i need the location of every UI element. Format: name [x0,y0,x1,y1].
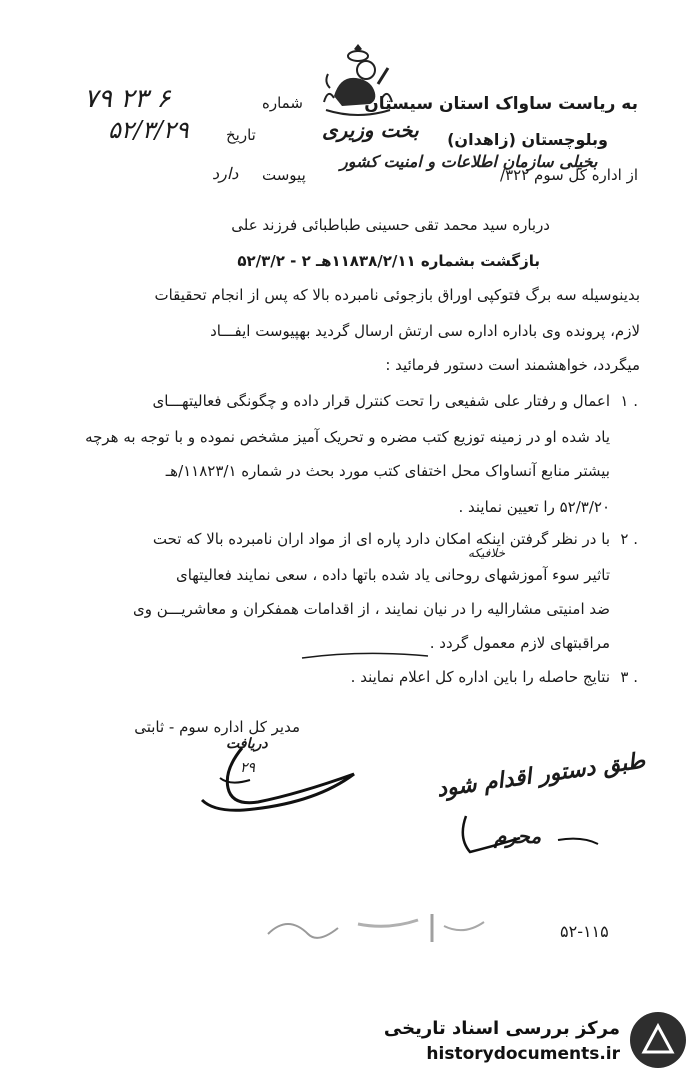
reference-line: بازگشت بشماره ۱۱۸۳۸/۲/۱۱هـ ۲ - ۵۲/۳/۲ [237,252,540,270]
item-2-line-2: تاثیر سوء آموزشهای روحانی یاد شده باتها داده ، سعی نمایند فعالیتهای [175,566,610,584]
document-code: ۵۲-۱۱۵ [560,922,609,941]
org-line-1: به ریاست ساواک استان سیستان [364,94,638,114]
signature-scrawl [190,742,360,812]
item-1-line-3: بیشتر منابع آنساواک محل اختفای کتب مورد بحث در شماره ۱۱۸۲۳/۱/هـ [165,462,610,480]
archive-url[interactable]: historydocuments.ir [426,1044,620,1064]
item-2-line-1: با در نظر گرفتن اینکه امکان دارد پاره ای از مواد اران نامبرده بالا که تحت [152,530,610,548]
signature-number-note: ۲۹ [240,760,256,776]
annotation-scrawl [452,812,612,862]
item-3-number: ۳ . [620,668,638,686]
date-value: ۵۲/۳/۲۹ [108,116,189,144]
item-3-line-1: نتایج حاصله را باین اداره کل اعلام نمایند . [350,668,610,686]
item-1-line-4: ۵۲/۳/۲۰ را تعیین نمایند . [458,498,610,516]
faint-residue-marks [262,904,502,954]
item-1-line-1: اعمال و رفتار علی شفیعی را تحت کنترل قرار داده و چگونگی فعالیتهـــای [152,392,610,410]
number-label: شماره [262,94,303,112]
signature-title: مدیر کل اداره سوم - ثابتی [134,718,300,736]
stamp-line-2: بخیلی سازمان اطلاعات و امنیت کشور [340,152,598,171]
attachment-label: پیوست [262,166,306,184]
item-2-handwritten-insert: خلافیکه [468,546,505,560]
org-line-3: از اداره کل سوم ۳۲۲/ [500,166,638,184]
signature-received-note: دریافت [226,736,268,752]
intro-line-3: میگردد، خواهشمند است دستور فرمائید : [385,356,640,374]
stamp-line-1: بخت وزیری [322,118,419,142]
item-2-number: ۲ . [620,530,638,548]
intro-line-1: بدینوسیله سه برگ فتوکپی اوراق بازجوئی نامبرده بالا که پس از انجام تحقیقات [154,286,640,304]
number-value: ۷۹ ۲۳ ۶ [84,84,171,114]
org-line-2: وبلوچستان (زاهدان) [447,130,608,149]
item-2-line-3: ضد امنیتی مشارالیه را در نیان نمایند ، از اقدامات همفکران و معاشریـــن وی [133,600,610,618]
item-2-line-4: مراقبتهای لازم معمول گردد . [429,634,610,652]
underline-stroke [300,652,430,662]
intro-line-2: لازم، پرونده وی باداره اداره سی ارتش ارسال گردید بهپیوست ایفـــاد [210,322,640,340]
attachment-value: دارد [212,164,239,183]
annotation-line-2: محرم [494,824,542,848]
date-label: تاریخ [226,126,256,144]
archive-name: مرکز بررسی اسناد تاریخی [383,1018,620,1039]
item-1-number: ۱ . [620,392,638,410]
item-1-line-2: یاد شده او در زمینه توزیع کتب مضره و تحریک آمیز مشخص نموده و با توجه به هرچه [85,428,610,446]
subject-line: درباره سید محمد تقی حسینی طباطبائی فرزند علی [231,216,550,234]
annotation-line-1: طبق دستور اقدام شود [435,747,647,803]
archive-logo-icon [630,1012,686,1068]
